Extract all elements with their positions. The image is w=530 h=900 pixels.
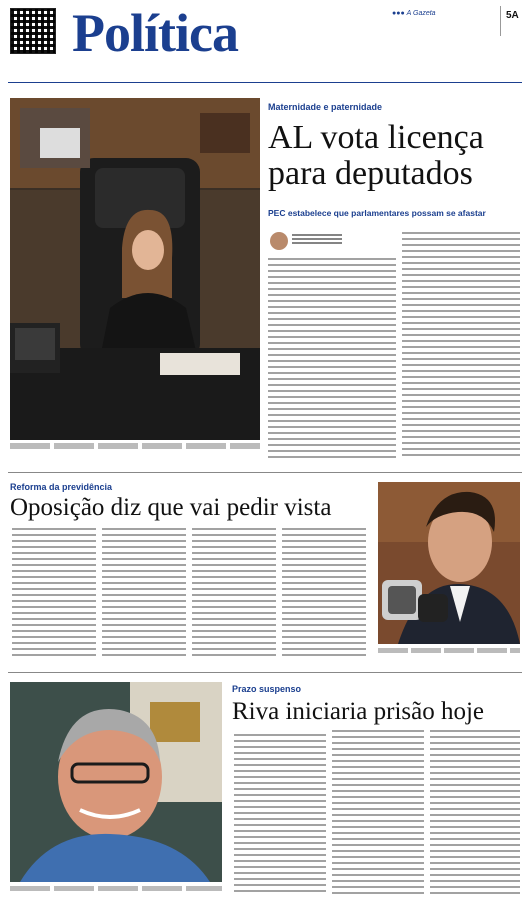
- section-title: Política: [72, 3, 238, 63]
- story2-column-4: [282, 528, 366, 656]
- story1-column-1: [268, 258, 396, 458]
- story2-column-2: [102, 528, 186, 656]
- story1-column-2: [402, 232, 520, 458]
- brand-name: A Gazeta: [406, 10, 436, 17]
- story2-kicker: Reforma da previdência: [10, 482, 113, 492]
- story1-headline-line2: para deputados: [268, 155, 473, 192]
- story3-kicker: Prazo suspenso: [232, 684, 302, 694]
- header-rule: [8, 82, 522, 83]
- story3-headline: Riva iniciaria prisão hoje: [232, 698, 485, 725]
- story1-author-avatar: [270, 232, 288, 250]
- story3-photo: [10, 682, 222, 882]
- story1-photo-art: [10, 98, 260, 440]
- story2-column-1: [12, 528, 96, 656]
- story1-photo: [10, 98, 260, 440]
- section-divider-1: [8, 472, 522, 473]
- story1-kicker: Maternidade e paternidade: [268, 102, 383, 112]
- story3-column-3: [430, 730, 520, 894]
- header-divider: [500, 6, 501, 36]
- story1-headline-line1: AL vota licença: [268, 119, 484, 156]
- story1-subhead: PEC estabelece que parlamentares possam se afastar: [268, 208, 486, 218]
- story3-photo-art: [10, 682, 222, 882]
- brand-logo: [392, 10, 436, 17]
- story2-photo: [378, 482, 520, 644]
- story1-photo-caption: [10, 443, 260, 449]
- story2-photo-art: [378, 482, 520, 644]
- section-divider-2: [8, 672, 522, 673]
- story3-photo-caption: [10, 886, 222, 891]
- qr-code: [10, 8, 56, 54]
- story2-photo-caption: [378, 648, 520, 653]
- story2-column-3: [192, 528, 276, 656]
- brand-dots-icon: ●●●: [392, 10, 405, 17]
- story2-headline: Oposição diz que vai pedir vista: [10, 494, 332, 521]
- page-number: 5A: [506, 10, 519, 21]
- story3-column-2: [332, 730, 424, 894]
- story3-column-1: [234, 734, 326, 894]
- story1-author: [292, 234, 342, 244]
